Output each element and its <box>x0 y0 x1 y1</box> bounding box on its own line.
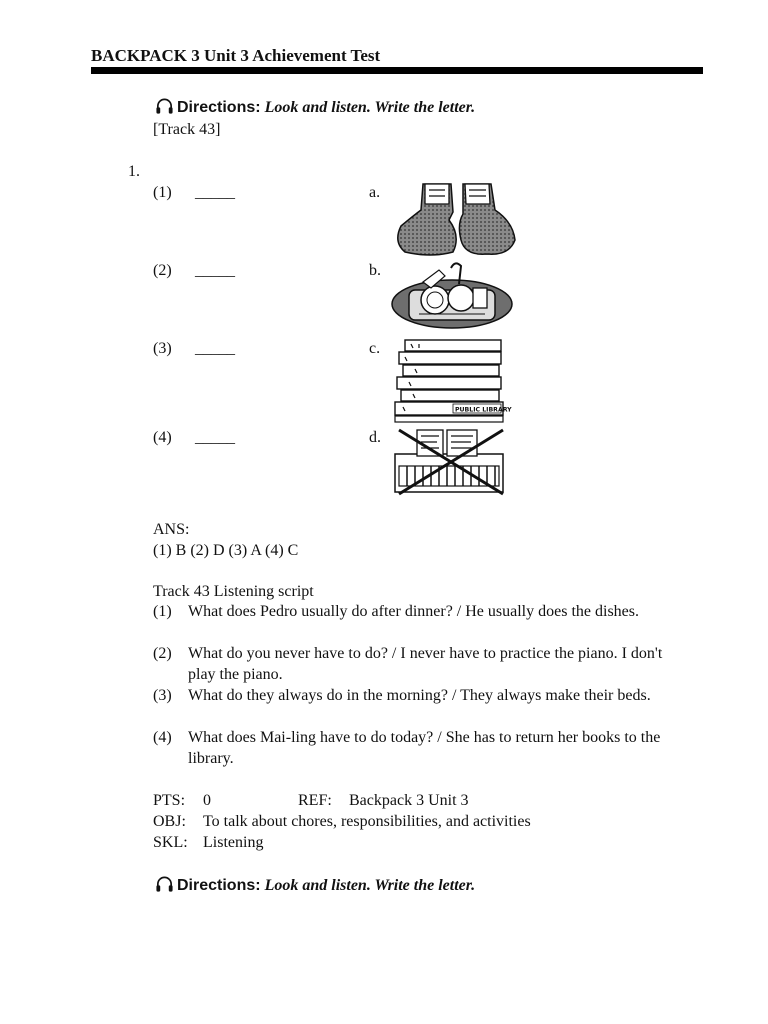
option-letter: c. <box>369 340 381 357</box>
item-number: (1) <box>153 184 172 201</box>
question-number: 1. <box>128 163 140 180</box>
script-line-text: What do you never have to do? / I never have to practice the piano. I don't play the piano. <box>188 645 663 683</box>
header-divider <box>91 67 703 74</box>
obj-label: OBJ: <box>153 813 186 830</box>
directions <box>155 97 475 118</box>
answer-label: ANS: <box>153 521 190 538</box>
obj-value: To talk about chores, responsibilities, and activities <box>203 813 531 830</box>
directions <box>155 875 475 896</box>
item-number: (4) <box>153 429 172 446</box>
option-letter: b. <box>369 262 381 279</box>
headphones-icon <box>155 97 174 115</box>
page-title: BACKPACK 3 Unit 3 Achievement Test <box>91 46 381 65</box>
script-line-number: (4) <box>153 729 172 746</box>
option-letter: d. <box>369 429 381 446</box>
script-line-text: What does Pedro usually do after dinner? / He usually does the dishes. <box>188 603 639 620</box>
shoes-icon <box>391 180 523 258</box>
script-line-number: (1) <box>153 603 172 620</box>
item-number: (2) <box>153 262 172 279</box>
directions-instruction: Look and listen. Write the letter. <box>264 877 476 894</box>
answer-blank[interactable]: _____ <box>195 184 235 201</box>
dishes-sink-icon <box>389 258 515 332</box>
answer-blank[interactable]: _____ <box>195 340 235 357</box>
skl-label: SKL: <box>153 834 188 851</box>
headphones-icon <box>155 875 174 893</box>
item-number: (3) <box>153 340 172 357</box>
pts-value: 0 <box>203 792 211 809</box>
script-line-text: What does Mai-ling have to do today? / She has to return her books to the library. <box>188 729 661 767</box>
directions-label: Directions: <box>177 99 261 116</box>
answer-blank[interactable]: _____ <box>195 429 235 446</box>
piano-crossed-icon <box>391 426 509 496</box>
answer-blank[interactable]: _____ <box>195 262 235 279</box>
script-line-text: What do they always do in the morning? / They always make their beds. <box>188 687 651 704</box>
track-label: [Track 43] <box>153 121 221 138</box>
ref-label: REF: <box>298 792 332 809</box>
script-line-number: (2) <box>153 645 172 662</box>
pts-label: PTS: <box>153 792 186 809</box>
directions-label: Directions: <box>177 877 261 894</box>
option-letter: a. <box>369 184 381 201</box>
skl-value: Listening <box>203 834 264 851</box>
answer-key: (1) B (2) D (3) A (4) C <box>153 542 299 559</box>
books-stack-icon <box>389 336 513 426</box>
script-title: Track 43 Listening script <box>153 583 314 600</box>
directions-instruction: Look and listen. Write the letter. <box>264 99 476 116</box>
script-line-number: (3) <box>153 687 172 704</box>
ref-value: Backpack 3 Unit 3 <box>349 792 469 809</box>
library-stamp: PUBLIC LIBRARY <box>455 406 512 414</box>
